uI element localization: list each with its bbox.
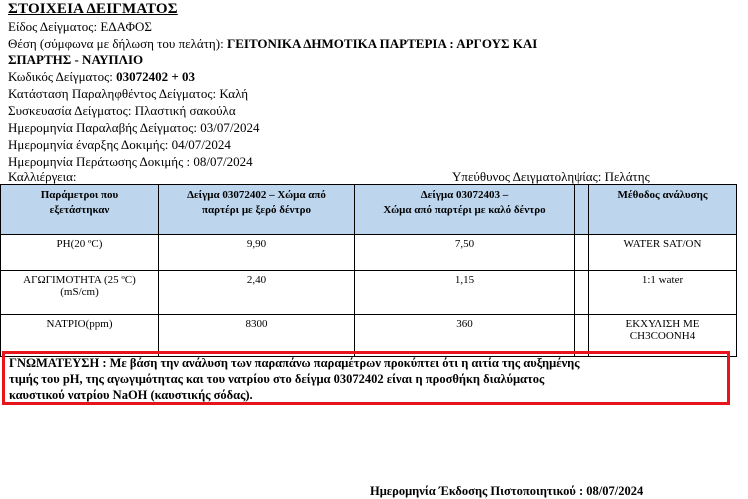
table-row <box>1 271 737 315</box>
location-label: Θέση (σύμφωνα με δήλωση του πελάτη): <box>8 36 227 51</box>
row-param: ΑΓΩΓΙΜΟΤΗΤΑ (25 ºC) (mS/cm) <box>1 271 159 315</box>
sample-code <box>8 69 195 85</box>
header-sample-1: Δείγμα 03072402 – Χώμα από παρτέρι με ξερό δέντρο <box>159 185 355 235</box>
row-sample-2: 360 <box>355 315 575 357</box>
sample-packaging: Συσκευασία Δείγματος: Πλαστική σακούλα <box>8 103 236 118</box>
row-spacer <box>575 235 589 271</box>
row-sample-2: 7,50 <box>355 235 575 271</box>
sample-type: Είδος Δείγματος: ΕΔΑΦΟΣ <box>8 19 152 34</box>
row-method: 1:1 water <box>589 271 737 315</box>
section-heading: ΣΤΟΙΧΕΙΑ ΔΕΙΓΜΑΤΟΣ <box>8 1 178 17</box>
row-sample-1: 9,90 <box>159 235 355 271</box>
row-param: ΝΑΤΡΙΟ(ppm) <box>1 315 159 357</box>
start-date: Ημερομηνία έναρξης Δοκιμής: 04/07/2024 <box>8 137 231 152</box>
row-param: PH(20 ºC) <box>1 235 159 271</box>
header-spacer <box>575 185 589 235</box>
row-method: WATER SAT/ON <box>589 235 737 271</box>
code-label: Κωδικός Δείγματος: <box>8 69 117 84</box>
issue-date: Ημερομηνία Έκδοσης Πιστοποιητικού : 08/07/2024 <box>370 484 644 498</box>
table-row <box>1 235 737 271</box>
cultivation: Καλλιέργεια: <box>8 169 77 184</box>
row-sample-1: 8300 <box>159 315 355 357</box>
header-sample-2: Δείγμα 03072403 – Χώμα από παρτέρι με καλό δέντρο <box>355 185 575 235</box>
results-table <box>0 184 737 357</box>
location-line-2 <box>8 52 143 68</box>
location-line-1 <box>8 36 537 52</box>
verdict-line-1: ΓΝΩΜΑΤΕΥΣΗ : Με βάση την ανάλυση των παραπάνω παραμέτρων προκύπτει ότι η αιτία της αυξημένης <box>9 356 580 370</box>
receipt-date: Ημερομηνία Παραλαβής Δείγματος: 03/07/2024 <box>8 120 260 135</box>
verdict-box <box>2 351 730 405</box>
row-sample-2: 1,15 <box>355 271 575 315</box>
header-method: Μέθοδος ανάλυσης <box>589 185 737 235</box>
sample-condition: Κατάσταση Παραληφθέντος Δείγματος: Καλή <box>8 86 249 101</box>
verdict-line-2: τιμής του pH, της αγωγιμότητας και του νατρίου στο δείγμα 03072402 είναι η προσθήκη διαλύματος <box>9 372 545 386</box>
table-header-row <box>1 185 737 235</box>
sampling-responsible: Υπεύθυνος Δειγματοληψίας: Πελάτης <box>452 169 650 184</box>
row-sample-1: 2,40 <box>159 271 355 315</box>
row-method: ΕΚΧΥΛΙΣΗ ΜΕ CH3COONH4 <box>589 315 737 357</box>
end-date: Ημερομηνία Περάτωσης Δοκιμής : 08/07/2024 <box>8 154 253 169</box>
code-value: 03072402 + 03 <box>116 69 196 84</box>
header-parameters: Παράμετροι που εξετάστηκαν <box>1 185 159 235</box>
verdict-line-3: καυστικού νατρίου NaOH (καυστικής σόδας). <box>9 388 253 402</box>
location-value: ΓΕΙΤΟΝΙΚΑ ΔΗΜΟΤΙΚΑ ΠΑΡΤΕΡΙΑ : ΑΡΓΟΥΣ ΚΑΙ <box>226 36 538 51</box>
location-value-cont: ΣΠΑΡΤΗΣ - ΝΑΥΠΛΙΟ <box>8 52 144 67</box>
row-spacer <box>575 271 589 315</box>
